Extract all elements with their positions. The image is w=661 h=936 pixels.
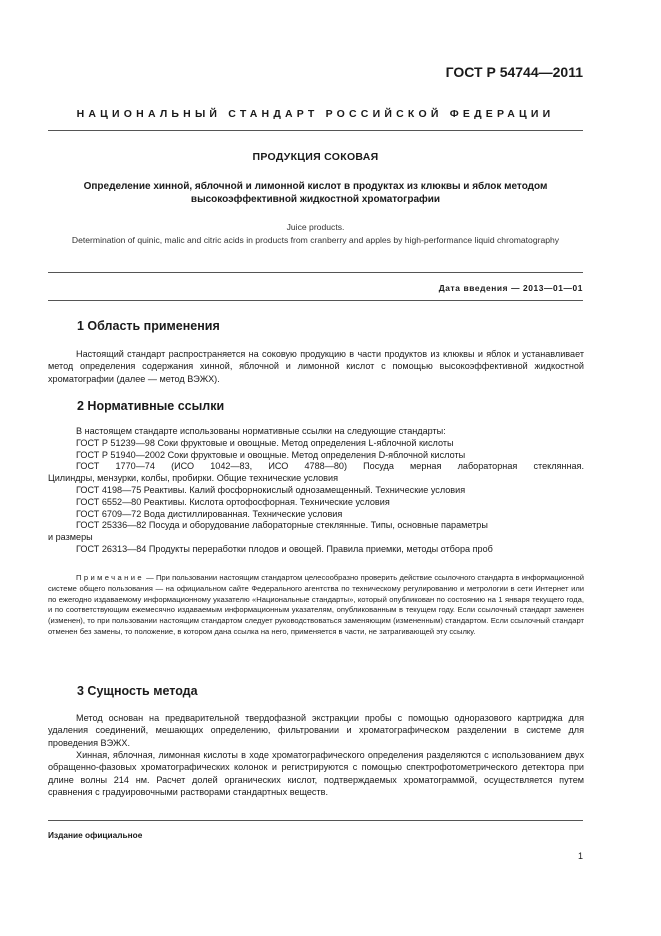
date-rule-top	[48, 272, 583, 273]
reference-line: ГОСТ Р 51940—2002 Соки фруктовые и овощные. Метод определения D-яблочной кислоты	[76, 449, 466, 460]
references-note	[48, 573, 584, 638]
national-standard-banner: НАЦИОНАЛЬНЫЙ СТАНДАРТ РОССИЙСКОЙ ФЕДЕРАЦИИ	[76, 108, 555, 120]
references-intro: В настоящем стандарте использованы нормативные ссылки на следующие стандарты:	[76, 426, 446, 436]
official-edition-label: Издание официальное	[48, 830, 143, 840]
note-label: Примечание	[76, 573, 144, 582]
reference-line: ГОСТ 6552—80 Реактивы. Кислота ортофосфорная. Технические условия	[76, 496, 390, 507]
english-title-line2: Determination of quinic, malic and citric acids in products from cranberry and apples by high-performance liquid chromatography	[71, 234, 560, 245]
top-rule	[48, 130, 583, 131]
section-2-heading: 2 Нормативные ссылки	[77, 399, 225, 413]
footer-rule	[48, 820, 583, 821]
page-number: 1	[577, 851, 583, 861]
date-rule-bottom	[48, 300, 583, 301]
introduction-date: Дата введения — 2013—01—01	[438, 283, 583, 293]
reference-line-continuation: и размеры	[48, 532, 93, 543]
document-title: ПРОДУКЦИЯ СОКОВАЯ	[252, 151, 379, 163]
reference-line: ГОСТ 1770—74 (ИСО 1042—83, ИСО 4788—80) Посуда мерная лабораторная стеклянная.	[76, 461, 584, 472]
reference-line: ГОСТ 6709—72 Вода дистиллированная. Технические условия	[76, 508, 343, 519]
document-subtitle: Определение хинной, яблочной и лимонной кислот в продуктах из клюквы и яблок методом высокоэффективной жидкостной хроматографии	[83, 181, 548, 205]
normative-references-list	[48, 426, 584, 556]
reference-line-continuation: Цилиндры, мензурки, колбы, пробирки. Общие технические условия	[48, 473, 338, 484]
standard-code: ГОСТ Р 54744—2011	[445, 64, 583, 80]
section-3-paragraph-1: Метод основан на предварительной твердофазной экстракции пробы с помощью одноразового картриджа для удаления соединений, мешающих определению, фильтровании и хроматографическом разделении в системе для проведения ВЭЖХ.	[48, 713, 584, 748]
section-1-text: Настоящий стандарт распространяется на соковую продукцию в части продуктов из клюквы и яблок и устанавливает метод определения содержания хинной, яблочной и лимонной кислот с помощью высокоэффективной жидкостной хроматографии (далее — метод ВЭЖХ).	[48, 349, 584, 384]
english-title	[60, 221, 571, 246]
section-3-paragraph-2: Хинная, яблочная, лимонная кислоты в ходе хроматографического определения разделяются с использованием двух обращенно-фазовых хроматографических колонок и регистрируются с помощью спектрофотометрического детектора при длине волны 214 нм. Расчет долей органических кислот, подтверждаемых хроматограммой, осуществляется путем сравнения с градуировочными растворами стандартных веществ.	[48, 750, 584, 797]
reference-line: ГОСТ 4198—75 Реактивы. Калий фосфорнокислый однозамещенный. Технические условия	[76, 484, 466, 495]
section-1-heading: 1 Область применения	[77, 319, 220, 333]
reference-line: ГОСТ Р 51239—98 Соки фруктовые и овощные. Метод определения L-яблочной кислоты	[76, 437, 454, 448]
section-3-heading: 3 Сущность метода	[77, 684, 198, 698]
english-title-line1: Juice products.	[286, 222, 345, 232]
reference-line: ГОСТ 26313—84 Продукты переработки плодов и овощей. Правила приемки, методы отбора проб	[76, 543, 493, 554]
note-text: — При пользовании настоящим стандартом целесообразно проверить действие ссылочного стандарта в информационной системе общего пользования — на официальном сайте Федерального агентства по техническому регулированию и метрологии в сети Интернет или по ежегодно издаваемому информационному указателю «Национальные стандарты», который опубликован по состоянию на 1 января текущего года, и по соответствующим ежемесячно издаваемым информационным указателям, опубликованным в текущем году. Если ссылочный стандарт заменен (изменен), то при пользовании настоящим стандартом следует руководствоваться заменяющим (измененным) стандартом. Если ссылочный стандарт отменен без замены, то положение, в котором дана ссылка на него, применяется в части, не затрагивающей эту ссылку.	[48, 573, 584, 636]
reference-line: ГОСТ 25336—82 Посуда и оборудование лабораторные стеклянные. Типы, основные параметры	[76, 520, 488, 531]
